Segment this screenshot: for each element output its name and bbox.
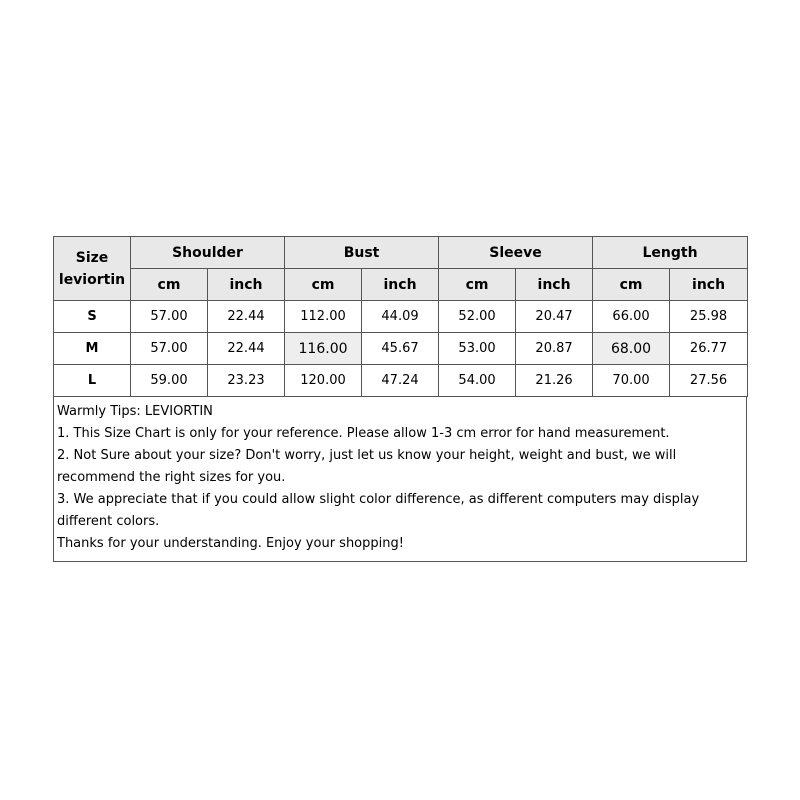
tips-closing: Thanks for your understanding. Enjoy your shopping! [57, 536, 404, 551]
value-cell: 54.00 [439, 365, 516, 397]
tip-line: 3. We appreciate that if you could allow slight color difference, as different computers may display different colors. [57, 492, 700, 529]
unit-header: cm [131, 269, 208, 301]
table-row [54, 301, 748, 333]
value-cell: 45.67 [362, 333, 439, 365]
group-header-shoulder: Shoulder [131, 237, 285, 269]
size-cell: S [54, 301, 131, 333]
value-cell: 44.09 [362, 301, 439, 333]
tip-line: 2. Not Sure about your size? Don't worry, just let us know your height, weight and bust, we will recommend the right sizes for you. [57, 448, 677, 485]
group-header-sleeve: Sleeve [439, 237, 593, 269]
unit-header: cm [593, 269, 670, 301]
value-cell: 66.00 [593, 301, 670, 333]
tips-heading: Warmly Tips: LEVIORTIN [57, 404, 213, 419]
unit-header: inch [208, 269, 285, 301]
value-cell: 52.00 [439, 301, 516, 333]
value-cell: 27.56 [670, 365, 748, 397]
size-header: Size [75, 249, 109, 266]
unit-row [54, 269, 748, 301]
header-row [54, 237, 748, 269]
unit-header: cm [285, 269, 362, 301]
value-cell: 68.00 [593, 333, 670, 365]
value-cell: 20.47 [516, 301, 593, 333]
value-cell: 22.44 [208, 333, 285, 365]
value-cell: 112.00 [285, 301, 362, 333]
value-cell: 70.00 [593, 365, 670, 397]
value-cell: 20.87 [516, 333, 593, 365]
tip-line: 1. This Size Chart is only for your reference. Please allow 1-3 cm error for hand measurement. [57, 426, 670, 441]
value-cell: 116.00 [285, 333, 362, 365]
value-cell: 25.98 [670, 301, 748, 333]
size-header-cell [54, 237, 131, 301]
size-chart [53, 236, 747, 562]
value-cell: 26.77 [670, 333, 748, 365]
value-cell: 120.00 [285, 365, 362, 397]
group-header-bust: Bust [285, 237, 439, 269]
value-cell: 53.00 [439, 333, 516, 365]
value-cell: 47.24 [362, 365, 439, 397]
group-header-length: Length [593, 237, 748, 269]
tips-box [53, 397, 747, 562]
value-cell: 57.00 [131, 301, 208, 333]
unit-header: inch [362, 269, 439, 301]
size-table [53, 236, 748, 397]
table-row [54, 365, 748, 397]
value-cell: 57.00 [131, 333, 208, 365]
value-cell: 21.26 [516, 365, 593, 397]
unit-header: inch [670, 269, 748, 301]
unit-header: cm [439, 269, 516, 301]
table-row [54, 333, 748, 365]
size-cell: L [54, 365, 131, 397]
size-cell: M [54, 333, 131, 365]
brand-header: leviortin [58, 271, 126, 288]
value-cell: 59.00 [131, 365, 208, 397]
value-cell: 22.44 [208, 301, 285, 333]
unit-header: inch [516, 269, 593, 301]
value-cell: 23.23 [208, 365, 285, 397]
